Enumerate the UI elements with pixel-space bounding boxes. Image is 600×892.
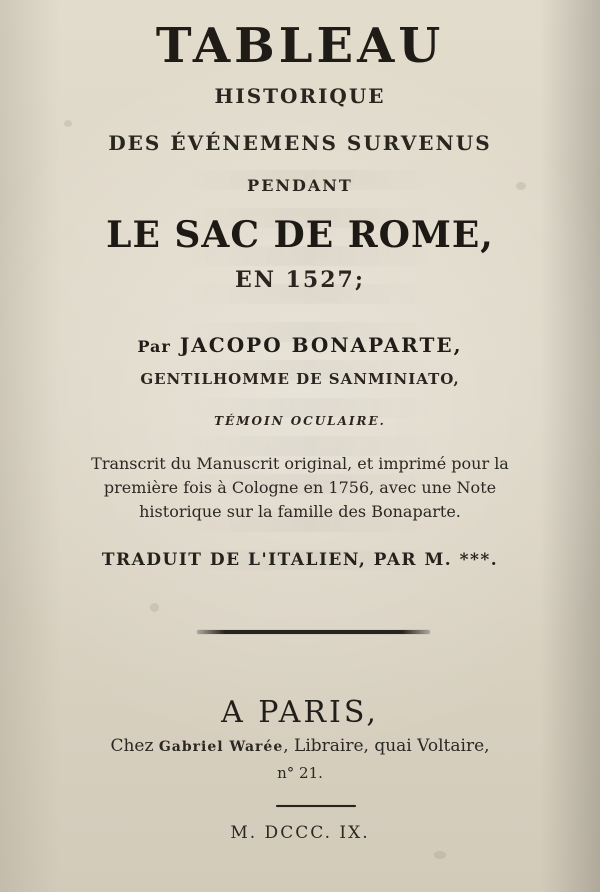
publisher-suffix: , Libraire, quai Voltaire,	[283, 736, 490, 756]
book-title: TABLEAU	[155, 18, 445, 74]
book-subtitle-pendant: PENDANT	[247, 176, 353, 195]
publisher-name: Gabriel Warée	[158, 739, 284, 755]
description-line-2: première fois à Cologne en 1756, avec une Note	[103, 478, 497, 497]
foxing-spot	[150, 603, 159, 612]
witness-line: TÉMOIN OCULAIRE.	[214, 414, 386, 428]
author-name: JACOPO BONAPARTE,	[179, 333, 463, 357]
author-title: GENTILHOMME DE SANMINIATO,	[140, 370, 460, 388]
author-line	[0, 333, 600, 357]
description-line-1: Transcrit du Manuscrit original, et imprimé pour la	[91, 454, 509, 473]
short-rule	[276, 805, 356, 807]
event-year: EN 1527;	[235, 267, 365, 293]
foxing-spot	[434, 851, 446, 859]
foxing-spot	[64, 120, 72, 127]
main-event-title: LE SAC DE ROME,	[106, 214, 494, 256]
place-of-publication: A PARIS,	[221, 695, 379, 730]
description-line-3: historique sur la famille des Bonaparte.	[139, 502, 461, 521]
publisher-address-number: n° 21.	[277, 764, 323, 782]
ornamental-rule	[197, 630, 430, 634]
publisher-prefix: Chez	[110, 736, 154, 756]
book-subtitle-evenements: DES ÉVÉNEMENS SURVENUS	[108, 131, 492, 155]
author-prefix: Par	[137, 337, 171, 356]
publication-date: M. DCCC. IX.	[230, 823, 370, 843]
publisher-line	[0, 736, 600, 756]
translation-line: TRADUIT DE L'ITALIEN, PAR M. ***.	[101, 550, 499, 570]
book-subtitle-historique: HISTORIQUE	[214, 84, 386, 108]
